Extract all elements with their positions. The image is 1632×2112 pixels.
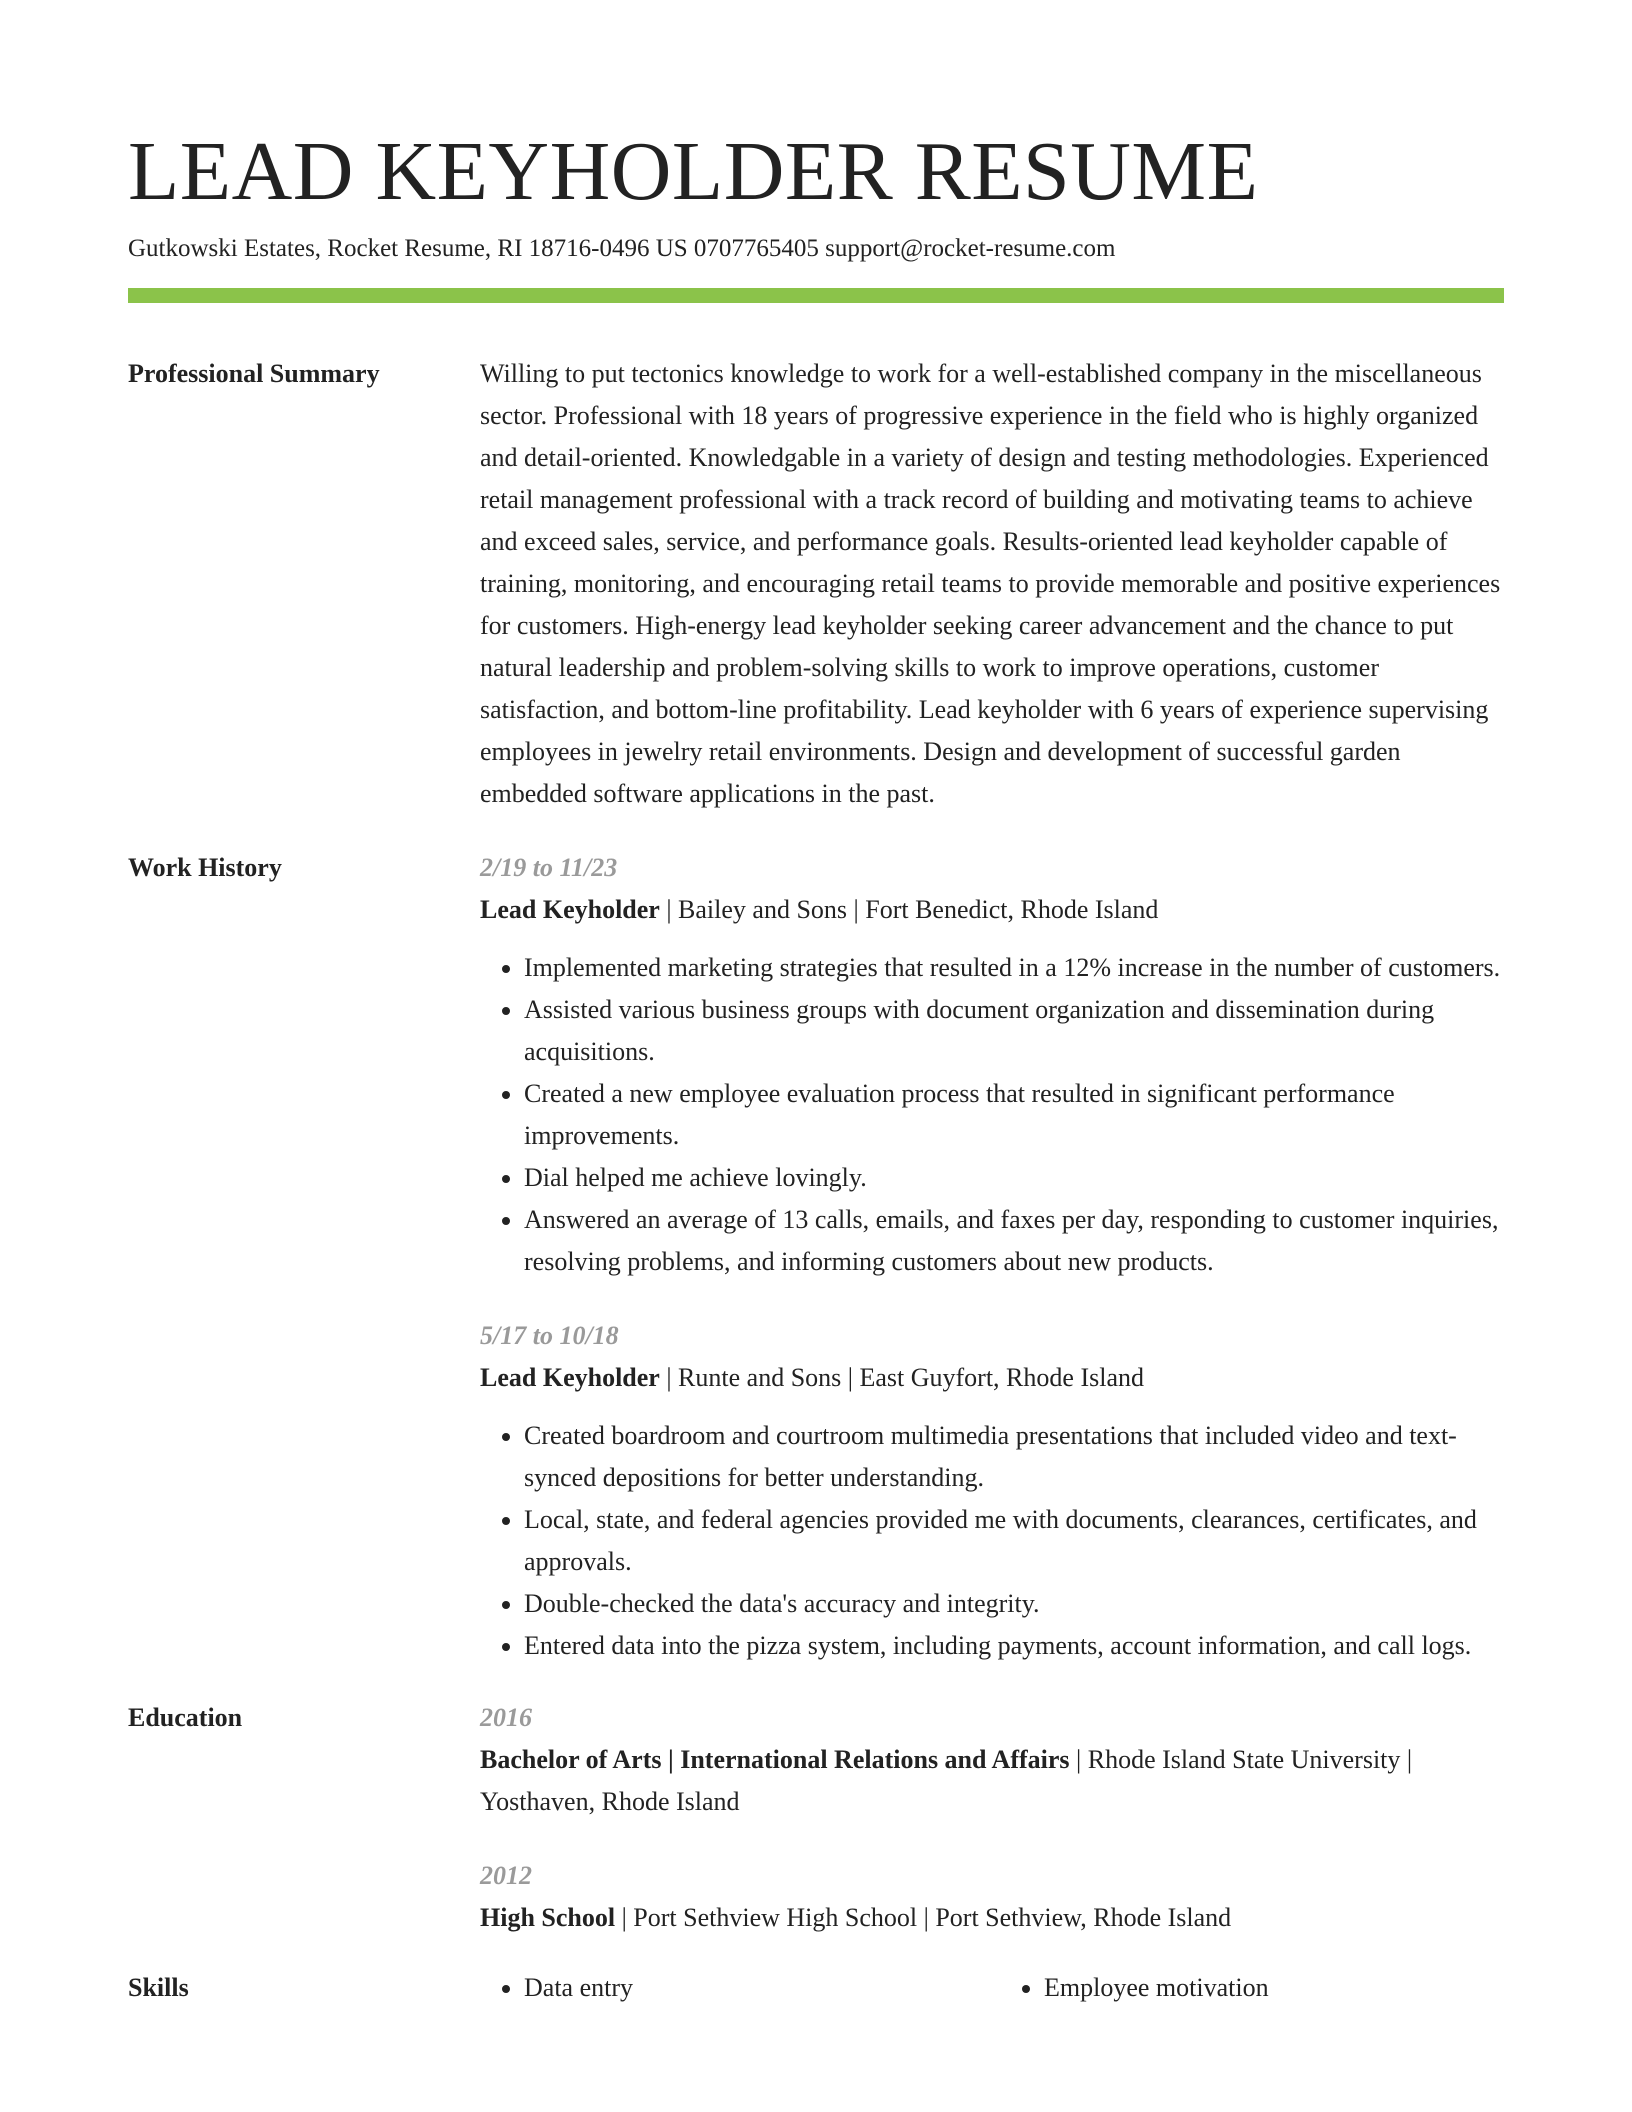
education-section [128, 1697, 1504, 1939]
job-entry [480, 847, 1504, 1283]
list-item: • Entered data into the pizza system, including payments, account information, and call logs. [524, 1625, 1504, 1667]
job-details: | Bailey and Sons | Fort Benedict, Rhode Island [659, 895, 1159, 924]
list-item: • Employee motivation [1044, 1967, 1504, 2009]
list-item: • Double-checked the data's accuracy and integrity. [524, 1583, 1504, 1625]
job-bullets [480, 1415, 1504, 1667]
skills-body [480, 1967, 1504, 2009]
list-item: • Answered an average of 13 calls, emails, and faxes per day, responding to customer inquiries, resolving problems, and informing customers about new products. [524, 1199, 1504, 1283]
section-label-summary: Professional Summary [128, 359, 380, 388]
list-item: • Dial helped me achieve lovingly. [524, 1157, 1504, 1199]
list-item: • Created boardroom and courtroom multimedia presentations that included video and text-synced depositions for better understanding. [524, 1415, 1504, 1499]
list-item: • Assisted various business groups with document organization and dissemination during acquisitions. [524, 989, 1504, 1073]
section-label-work-history: Work History [128, 853, 282, 882]
education-heading [480, 1739, 1504, 1823]
job-dates: 2/19 to 11/23 [480, 853, 618, 882]
list-item: • Data entry [524, 1967, 984, 2009]
degree: High School [480, 1903, 616, 1932]
education-heading [480, 1897, 1504, 1939]
skills-list [480, 1967, 1504, 2009]
summary-text: Willing to put tectonics knowledge to work for a well-established company in the miscellaneous sector. Professional with 18 years of progressive experience in the field who is highly organized and detail-oriented. Knowledgable in a variety of design and testing methodologies. Experienced retail management professional with a track record of building and motivating teams to achieve and exceed sales, service, and performance goals. Results-oriented lead keyholder capable of training, monitoring, and encouraging retail teams to provide memorable and positive experiences for customers. High-energy lead keyholder seeking career advancement and the chance to put natural leadership and problem-solving skills to work to improve operations, customer satisfaction, and bottom-line profitability. Lead keyholder with 6 years of experience supervising employees in jewelry retail environments. Design and development of successful garden embedded software applications in the past. [480, 359, 1501, 808]
education-body [480, 1697, 1504, 1939]
page-title: LEAD KEYHOLDER RESUME [128, 125, 1259, 218]
education-entry [480, 1697, 1504, 1823]
list-item: • Implemented marketing strategies that resulted in a 12% increase in the number of customers. [524, 947, 1504, 989]
skills-section [128, 1967, 1504, 2009]
resume-page [128, 122, 1504, 2009]
job-title: Lead Keyholder [480, 1363, 660, 1392]
contact-line: Gutkowski Estates, Rocket Resume, RI 18716-0496 US 0707765405 support@rocket-resume.com [128, 235, 1116, 262]
job-heading [480, 1357, 1504, 1399]
professional-summary-section [128, 353, 1504, 815]
job-details: | Runte and Sons | East Guyfort, Rhode Island [659, 1363, 1144, 1392]
school-details: | Port Sethview High School | Port Sethview, Rhode Island [615, 1903, 1232, 1932]
job-bullets [480, 947, 1504, 1283]
job-title: Lead Keyholder [480, 895, 660, 924]
accent-divider [128, 288, 1504, 303]
work-history-body [480, 847, 1504, 1667]
list-item: • Local, state, and federal agencies provided me with documents, clearances, certificates, and approvals. [524, 1499, 1504, 1583]
school-details: | Rhode Island State University | Yosthaven, Rhode Island [480, 1745, 1413, 1816]
education-year: 2016 [480, 1703, 532, 1732]
degree: Bachelor of Arts | International Relations and Affairs [480, 1745, 1070, 1774]
section-label-education: Education [128, 1703, 243, 1732]
job-entry [480, 1315, 1504, 1667]
list-item: • Created a new employee evaluation process that resulted in significant performance improvements. [524, 1073, 1504, 1157]
education-year: 2012 [480, 1861, 532, 1890]
work-history-section [128, 847, 1504, 1667]
job-dates: 5/17 to 10/18 [480, 1321, 619, 1350]
job-heading [480, 889, 1504, 931]
section-label-skills: Skills [128, 1973, 189, 2002]
education-entry [480, 1855, 1504, 1939]
